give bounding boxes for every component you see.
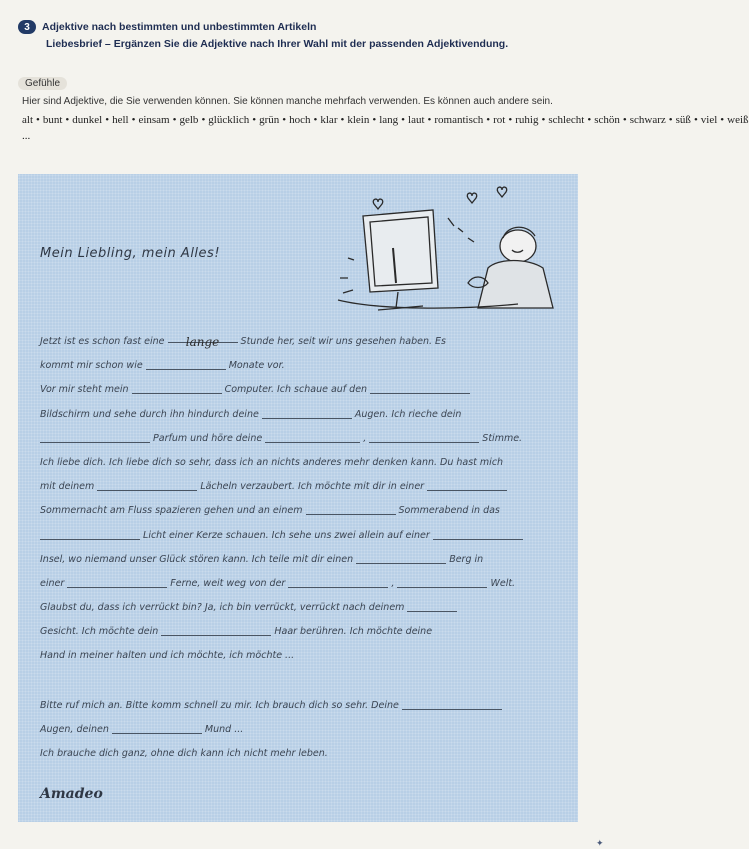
answer-blank[interactable] [262,406,352,419]
answer-blank[interactable] [369,430,479,443]
word-separator: • [172,114,177,126]
letter-text: Lächeln verzaubert. Ich möchte mit dir in einer [197,481,428,493]
word-separator: • [693,114,698,126]
answer-blank[interactable] [132,381,222,394]
adjective-word: grün [259,114,280,126]
letter-text: Hand in meiner halten und ich möchte, ich möchte ... [40,650,295,662]
answer-blank[interactable] [146,357,226,370]
task-number-badge: 3 [18,20,36,34]
letter-body-line [40,596,560,620]
adjective-word: schön [594,114,620,126]
letter-closing-line [40,742,560,766]
adjective-word: weiß ... [22,114,749,142]
filled-answer[interactable]: lange [168,330,238,343]
word-separator: • [105,114,110,126]
answer-blank[interactable] [356,551,446,564]
answer-blank[interactable] [402,697,502,710]
answer-blank[interactable] [370,381,470,394]
vocabulary-section [18,73,749,144]
letter-text: Vor mir steht mein [40,384,132,396]
letter-closing [40,694,560,767]
answer-blank[interactable] [306,502,396,515]
letter-text: Stunde her, seit wir uns gesehen haben. Es [237,336,447,347]
person-at-computer-illustration [318,188,558,318]
letter-signature: Amadeo [40,786,103,802]
vocabulary-intro: Hier sind Adjektive, die Sie verwenden können. Sie können manche mehrfach verwenden. Es können auch andere sein. [22,96,553,107]
letter-body-line [40,572,560,596]
word-separator: • [622,114,627,126]
letter-text: Augen. Ich rieche dein [351,408,462,420]
letter-body [40,330,560,669]
letter-text: Monate vor. [225,360,285,372]
adjective-word: rot [493,114,506,126]
answer-blank[interactable] [161,623,271,636]
answer-blank[interactable] [427,478,507,491]
letter-text: , [360,432,370,444]
page-corner-mark-icon: ✦ [596,838,604,848]
answer-blank[interactable] [433,527,523,540]
letter-closing-line [40,718,560,742]
letter-text: Welt. [487,577,516,589]
task-title: Adjektive nach bestimmten und unbestimmten Artikeln [42,21,317,33]
adjective-word: alt [22,114,33,126]
word-separator: • [508,114,513,126]
adjective-word: bunt [42,114,63,126]
letter-body-line [40,451,560,475]
section-tag: Gefühle [18,77,67,90]
letter-text: Gesicht. Ich möchte dein [40,626,162,638]
adjective-word: viel [700,114,718,126]
adjective-word: romantisch [434,114,484,126]
adjective-list [22,112,749,144]
letter-closing-line [40,694,560,718]
letter-body-line [40,620,560,644]
letter-text: Jetzt ist es schon fast eine [40,336,168,347]
letter-body-line [40,499,560,523]
word-separator: • [252,114,257,126]
adjective-word: dunkel [72,114,103,126]
task-header [18,20,598,50]
word-separator: • [131,114,136,126]
task-instruction: Liebesbrief – Ergänzen Sie die Adjektive nach Ihrer Wahl mit der passenden Adjektivendung. [46,38,509,50]
adjective-word: glücklich [208,114,250,126]
letter-body-line [40,644,560,668]
letter-text: Sommernacht am Fluss spazieren gehen und an einem [40,505,306,517]
word-separator: • [282,114,287,126]
letter-text: mit deinem [40,481,98,493]
letter-body-line [40,475,560,499]
letter-text: Ich brauche dich ganz, ohne dich kann ich nicht mehr leben. [40,748,328,760]
letter-body-line [40,354,560,378]
word-separator: • [427,114,432,126]
letter-salutation: Mein Liebling, mein Alles! [40,246,221,261]
answer-blank[interactable] [40,430,150,443]
answer-blank[interactable] [288,575,388,588]
word-separator: • [36,114,40,126]
letter-text: , [388,577,398,589]
word-separator: • [541,114,546,126]
adjective-word: ruhig [515,114,539,126]
word-separator: • [486,114,491,126]
letter-body-line [40,524,560,548]
answer-blank[interactable] [397,575,487,588]
letter-text: Bildschirm und sehe durch ihn hindurch deine [40,408,262,420]
letter-text: Licht einer Kerze schauen. Ich sehe uns zwei allein auf einer [140,529,433,541]
adjective-word: hell [112,114,129,126]
adjective-word: süß [675,114,691,126]
word-separator: • [340,114,345,126]
word-separator: • [372,114,377,126]
letter-text: Ich liebe dich. Ich liebe dich so sehr, dass ich an nichts anderes mehr denken kann. Du hast mich [40,456,504,468]
adjective-word: lang [379,114,399,126]
letter-text: Computer. Ich schaue auf den [221,384,371,396]
adjective-word: schlecht [548,114,585,126]
answer-blank[interactable] [97,478,197,491]
word-separator: • [720,114,725,126]
letter-text: Glaubst du, dass ich verrückt bin? Ja, ich bin verrückt, verrückt nach deinem [40,602,408,614]
word-separator: • [65,114,70,126]
letter-body-line [40,403,560,427]
letter-text: Parfum und höre deine [150,432,266,444]
letter-text: Ferne, weit weg von der [167,577,289,589]
letter-text: Stimme. [479,432,523,444]
adjective-word: schwarz [629,114,666,126]
word-separator: • [313,114,318,126]
answer-blank[interactable] [40,527,140,540]
letter-body-line [40,330,560,354]
letter-text: Haar berühren. Ich möchte deine [271,626,433,638]
adjective-word: klein [347,114,370,126]
answer-blank[interactable] [265,430,360,443]
adjective-word: gelb [179,114,199,126]
word-separator: • [401,114,406,126]
word-separator: • [201,114,206,126]
letter-text: Bitte ruf mich an. Bitte komm schnell zu mir. Ich brauch dich so sehr. Deine [40,700,402,711]
answer-blank[interactable] [112,721,202,734]
love-letter [18,174,578,822]
letter-body-line [40,427,560,451]
letter-body-line [40,548,560,572]
adjective-word: klar [320,114,338,126]
letter-text: Insel, wo niemand unser Glück stören kann. Ich teile mit dir einen [40,553,357,565]
letter-body-line [40,378,560,402]
letter-text: Berg in [446,553,484,565]
adjective-word: laut [408,114,425,126]
word-separator: • [668,114,673,126]
letter-text: kommt mir schon wie [40,360,146,372]
letter-text: Sommerabend in das [395,505,500,517]
letter-text: Augen, deinen [40,724,112,736]
adjective-word: hoch [289,114,311,126]
word-separator: • [587,114,592,126]
answer-blank[interactable] [67,575,167,588]
answer-blank[interactable] [407,599,457,612]
adjective-word: einsam [138,114,170,126]
letter-text: Mund ... [201,724,244,736]
letter-text: einer [40,577,68,589]
